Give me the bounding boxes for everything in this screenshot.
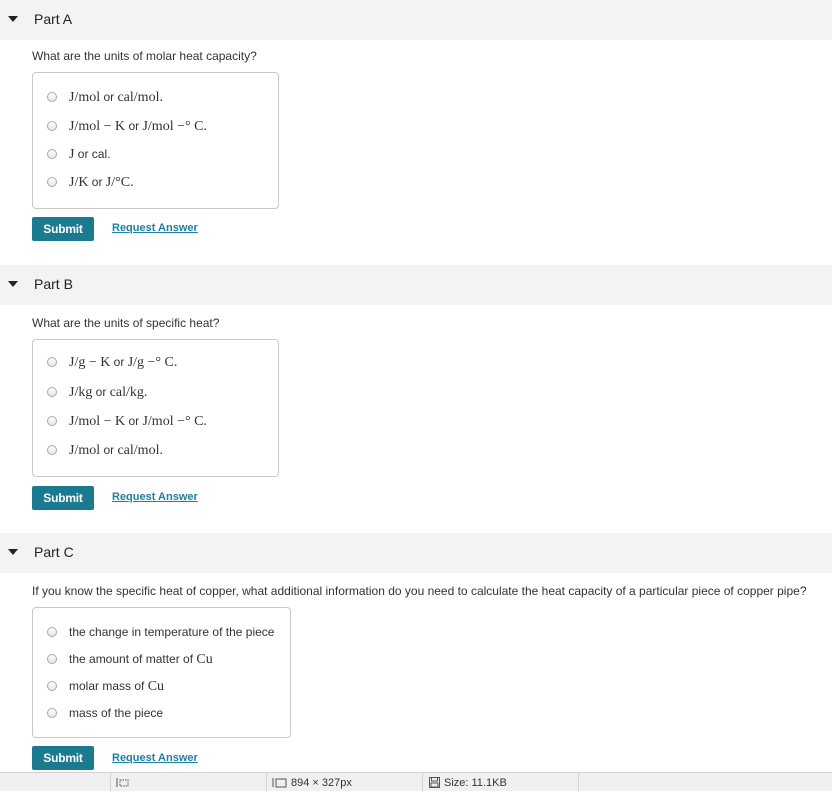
choice-option[interactable]: [47, 411, 207, 431]
part-c-submit-button[interactable]: Submit: [32, 746, 94, 770]
choice-math: Cu: [147, 679, 165, 694]
part-a-submit-button[interactable]: Submit: [32, 217, 94, 241]
part-b-request-answer-link[interactable]: Request Answer: [112, 491, 198, 503]
choice-option[interactable]: [47, 703, 163, 723]
part-c-request-answer-link[interactable]: Request Answer: [112, 752, 198, 764]
part-b-question: What are the units of specific heat?: [32, 316, 220, 330]
collapse-caret-icon[interactable]: [8, 16, 18, 22]
choice-math: J/kg: [69, 385, 93, 400]
save-disk-icon: [429, 777, 440, 788]
radio-button[interactable]: [47, 121, 57, 131]
radio-button[interactable]: [47, 357, 57, 367]
part-c-header[interactable]: [0, 533, 832, 573]
part-b-choices: [32, 339, 279, 477]
choice-math: J/mol −° C.: [142, 414, 207, 429]
radio-button[interactable]: [47, 681, 57, 691]
choice-or: or: [74, 147, 92, 161]
choice-math: J: [69, 147, 75, 162]
status-bar: [0, 772, 832, 791]
part-b-header[interactable]: [0, 265, 832, 305]
part-c-question: If you know the specific heat of copper, what additional information do you need to calculate the heat capacity of a particular piece of copper pipe?: [32, 584, 807, 598]
choice-math: J/mol: [69, 443, 101, 458]
choice-text: molar mass of: [69, 679, 148, 693]
part-c-title: Part C: [34, 544, 74, 560]
part-a-choices: [32, 72, 279, 209]
choice-math: cal/kg.: [109, 385, 148, 400]
part-c-choices: [32, 607, 291, 738]
choice-math: J/mol − K: [69, 414, 126, 429]
part-b-submit-button[interactable]: Submit: [32, 486, 94, 510]
choice-math: cal/mol.: [117, 443, 163, 458]
choice-math: J/mol: [69, 90, 101, 105]
part-b-title: Part B: [34, 276, 73, 292]
radio-button[interactable]: [47, 654, 57, 664]
file-size: Size: 11.1KB: [444, 776, 507, 789]
choice-option[interactable]: [47, 352, 177, 372]
radio-button[interactable]: [47, 92, 57, 102]
dimensions-icon: [271, 777, 287, 788]
radio-button[interactable]: [47, 387, 57, 397]
choice-math: cal/mol.: [117, 90, 163, 105]
choice-math: J/g − K: [69, 355, 111, 370]
choice-math: J/g −° C.: [127, 355, 178, 370]
radio-button[interactable]: [47, 708, 57, 718]
choice-or: or: [125, 414, 143, 428]
radio-button[interactable]: [47, 149, 57, 159]
choice-or: or: [110, 355, 128, 369]
radio-button[interactable]: [47, 177, 57, 187]
choice-or: or: [100, 443, 118, 457]
choice-math: J/°C.: [105, 175, 134, 190]
choice-option[interactable]: [47, 440, 163, 460]
status-cell-selection: [110, 773, 266, 792]
collapse-caret-icon[interactable]: [8, 281, 18, 287]
choice-text: the change in temperature of the piece: [69, 625, 275, 639]
status-cell-size: [422, 773, 578, 792]
choice-option[interactable]: [47, 649, 213, 669]
choice-option[interactable]: [47, 622, 274, 642]
choice-option[interactable]: [47, 144, 110, 164]
choice-math: J/mol − K: [69, 119, 126, 134]
part-a-question: What are the units of molar heat capacity?: [32, 49, 257, 63]
part-a-header[interactable]: [0, 0, 832, 40]
status-divider: [578, 773, 580, 792]
choice-or: or: [92, 385, 110, 399]
part-a-request-answer-link[interactable]: Request Answer: [112, 222, 198, 234]
selection-icon: [115, 777, 129, 788]
choice-math: Cu: [196, 652, 213, 667]
choice-or: or: [100, 90, 118, 104]
choice-text: mass of the piece: [69, 706, 164, 720]
radio-button[interactable]: [47, 416, 57, 426]
image-dimensions: 894 × 327px: [291, 776, 352, 789]
choice-option[interactable]: [47, 116, 207, 136]
collapse-caret-icon[interactable]: [8, 549, 18, 555]
part-a-title: Part A: [34, 11, 73, 27]
choice-text: cal.: [91, 147, 111, 161]
choice-or: or: [125, 119, 143, 133]
choice-option[interactable]: [47, 87, 163, 107]
choice-option[interactable]: [47, 676, 164, 696]
radio-button[interactable]: [47, 445, 57, 455]
choice-option[interactable]: [47, 382, 147, 402]
choice-math: J/K: [69, 175, 89, 190]
choice-option[interactable]: [47, 172, 134, 192]
radio-button[interactable]: [47, 627, 57, 637]
choice-math: J/mol −° C.: [142, 119, 207, 134]
choice-text: the amount of matter of: [69, 652, 197, 666]
choice-or: or: [88, 175, 106, 189]
status-cell-dimensions: [266, 773, 422, 792]
